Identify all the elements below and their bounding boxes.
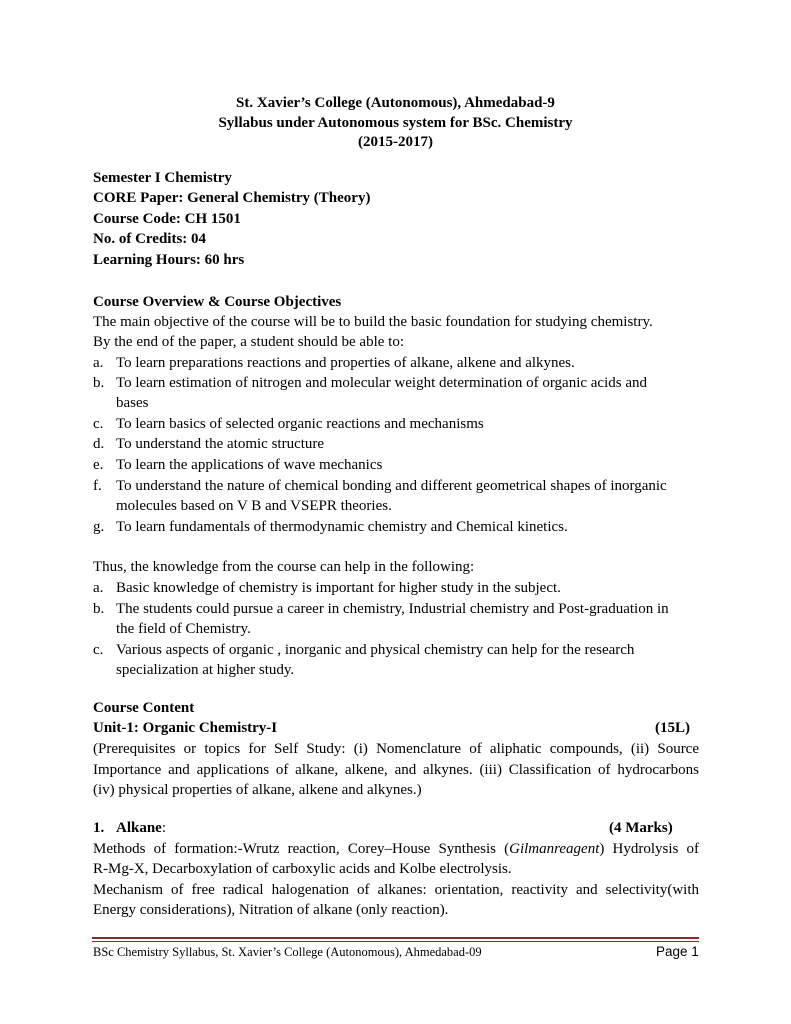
list-marker: d. — [93, 436, 105, 452]
benefit-text: Basic knowledge of chemistry is important for higher study in the subject. — [116, 580, 561, 596]
unit1-prereq-line: Importance and applications of alkane, alkene, and alkynes. (iii) Classification of hydrocarbons — [93, 762, 699, 778]
objective-text: To learn preparations reactions and properties of alkane, alkene and alkynes. — [116, 355, 575, 371]
list-marker: a. — [93, 580, 104, 596]
course-content-heading: Course Content — [93, 700, 195, 716]
alkane-heading — [116, 818, 166, 838]
alkane-colon: : — [161, 820, 167, 836]
list-marker: b. — [93, 601, 105, 617]
gilman-reagent-text: Gilmanreagent — [509, 841, 600, 857]
alkane-marks: (4 Marks) — [609, 820, 673, 836]
benefits-intro: Thus, the knowledge from the course can help in the following: — [93, 559, 475, 575]
credits-label: No. of Credits: 04 — [93, 231, 207, 247]
syllabus-title: Syllabus under Autonomous system for BSc. Chemistry — [218, 115, 573, 131]
objective-text: To learn the applications of wave mechanics — [116, 457, 383, 473]
list-marker: a. — [93, 355, 104, 371]
objective-text: bases — [116, 395, 149, 411]
benefit-text: The students could pursue a career in chemistry, Industrial chemistry and Post-graduation in — [116, 601, 669, 617]
methods-text: Methods of formation:-Wrutz reaction, Corey–House Synthesis ( — [93, 841, 510, 857]
footer-rule — [92, 937, 699, 939]
core-paper-label: CORE Paper: General Chemistry (Theory) — [93, 190, 371, 206]
objective-text: To learn basics of selected organic reactions and mechanisms — [116, 416, 484, 432]
methods-text: ) Hydrolysis of — [599, 841, 699, 857]
methods-line — [93, 839, 699, 859]
overview-intro: The main objective of the course will be to build the basic foundation for studying chemistry. — [93, 314, 653, 330]
semester-label: Semester I Chemistry — [93, 170, 232, 186]
objective-text: To understand the nature of chemical bonding and different geometrical shapes of inorganic — [116, 478, 667, 494]
year-range: (2015-2017) — [358, 134, 433, 150]
list-marker: c. — [93, 642, 104, 658]
mechanism-line: Mechanism of free radical halogenation of alkanes: orientation, reactivity and selectivity(with — [93, 882, 699, 898]
college-title: St. Xavier’s College (Autonomous), Ahmedabad-9 — [236, 95, 555, 111]
list-marker: e. — [93, 457, 104, 473]
list-marker: c. — [93, 416, 104, 432]
page-number: Page 1 — [656, 944, 699, 959]
unit1-prereq-line: (iv) physical properties of alkane, alkene and alkynes.) — [93, 782, 422, 798]
footer-text: BSc Chemistry Syllabus, St. Xavier’s College (Autonomous), Ahmedabad-09 — [93, 945, 482, 959]
list-marker: g. — [93, 519, 105, 535]
objective-text: To learn estimation of nitrogen and molecular weight determination of organic acids and — [116, 375, 648, 391]
objective-text: To understand the atomic structure — [116, 436, 325, 452]
benefit-text: specialization at higher study. — [116, 662, 295, 678]
footer-rule-thin — [92, 941, 699, 942]
objective-text: molecules based on V B and VSEPR theories. — [116, 498, 392, 514]
learning-hours-label: Learning Hours: 60 hrs — [93, 252, 245, 268]
course-code-label: Course Code: CH 1501 — [93, 211, 241, 227]
overview-heading: Course Overview & Course Objectives — [93, 294, 342, 310]
list-marker: f. — [93, 478, 102, 494]
overview-intro-2: By the end of the paper, a student should be able to: — [93, 334, 404, 350]
unit1-title: Unit-1: Organic Chemistry-I — [93, 720, 278, 736]
mechanism-line: Energy considerations), Nitration of alkane (only reaction). — [93, 902, 449, 918]
alkane-number: 1. — [93, 820, 105, 836]
benefit-text: the field of Chemistry. — [116, 621, 251, 637]
benefit-text: Various aspects of organic , inorganic and physical chemistry can help for the research — [116, 642, 635, 658]
unit1-lectures: (15L) — [655, 720, 690, 736]
methods-line: R-Mg-X, Decarboxylation of carboxylic acids and Kolbe electrolysis. — [93, 861, 512, 877]
unit1-prereq-line: (Prerequisites or topics for Self Study: (i) Nomenclature of aliphatic compounds, (ii) Source — [93, 741, 699, 757]
list-marker: b. — [93, 375, 105, 391]
objective-text: To learn fundamentals of thermodynamic chemistry and Chemical kinetics. — [116, 519, 568, 535]
alkane-title: Alkane — [116, 820, 162, 836]
